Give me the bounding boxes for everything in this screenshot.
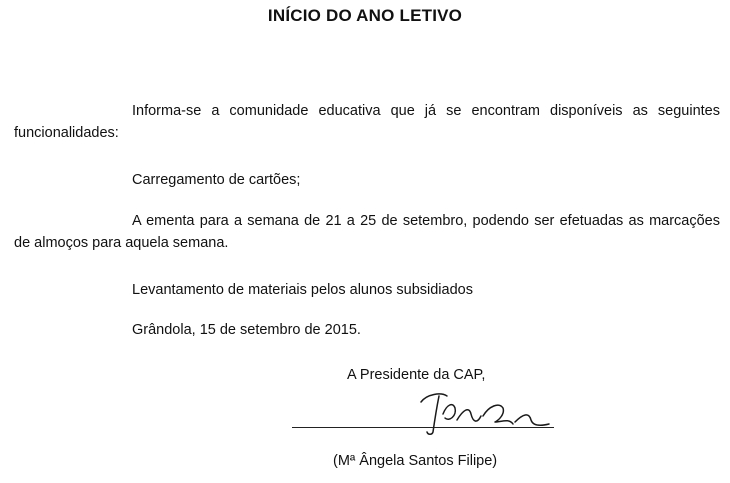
handwritten-signature <box>413 388 553 438</box>
date-line: Grândola, 15 de setembro de 2015. <box>132 322 361 338</box>
intro-paragraph: Informa-se a comunidade educativa que já se encontram disponíveis as seguintes funcionalidades: <box>14 103 720 141</box>
feature-item-cards: Carregamento de cartões; <box>132 172 301 188</box>
feature-item-menu: A ementa para a semana de 21 a 25 de setembro, podendo ser efetuadas as marcações de almoços para aquela semana. <box>14 213 720 251</box>
document-title: INÍCIO DO ANO LETIVO <box>267 6 463 25</box>
feature-item-materials: Levantamento de materiais pelos alunos subsidiados <box>132 282 473 298</box>
signatory-name: (Mª Ângela Santos Filipe) <box>333 453 498 469</box>
signatory-role: A Presidente da CAP, <box>347 367 486 383</box>
